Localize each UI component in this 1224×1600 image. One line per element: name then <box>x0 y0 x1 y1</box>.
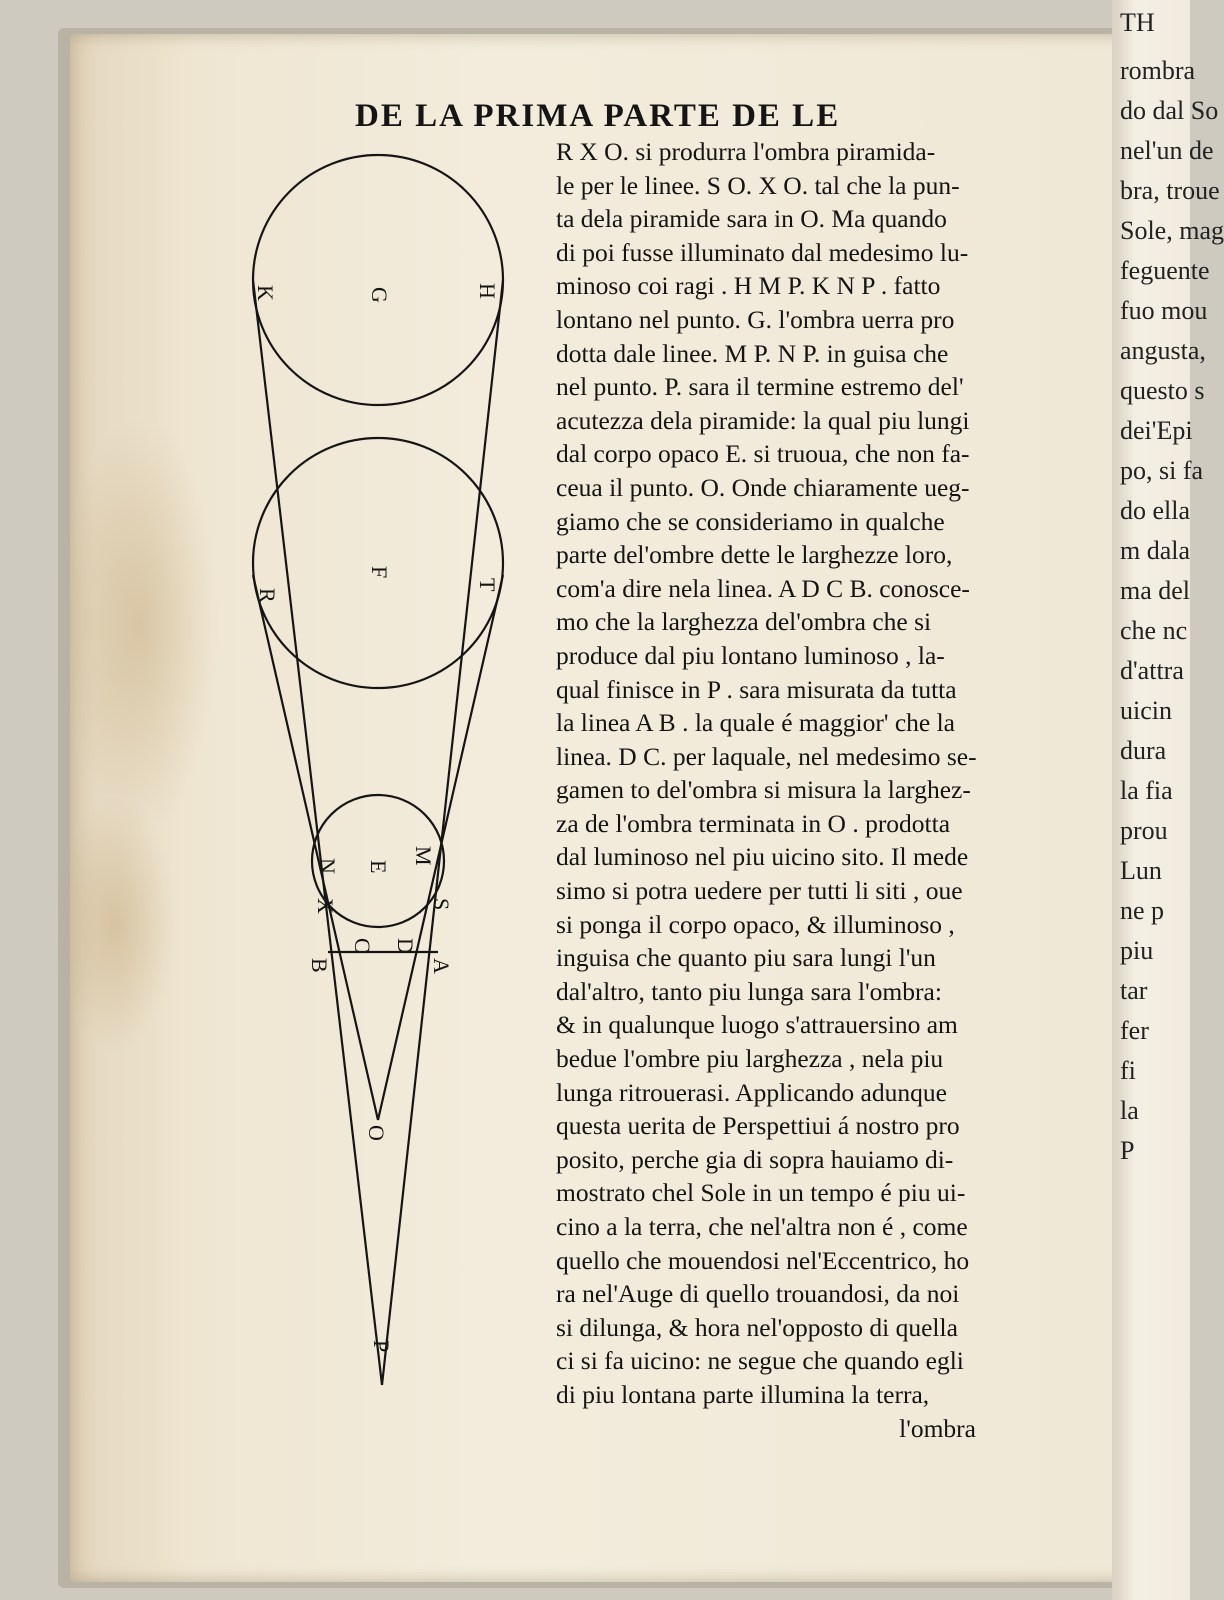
label-R: R <box>255 588 280 603</box>
text-line: ta dela piramide sara in O. Ma quando <box>556 204 947 234</box>
facing-page-line: P <box>1120 1136 1135 1165</box>
facing-page-line: tar <box>1120 976 1148 1005</box>
text-line: mostrato chel Sole in un tempo é piu ui- <box>556 1178 966 1208</box>
text-line: lontano nel punto. G. l'ombra uerra pro <box>556 304 955 334</box>
facing-page-line: Sole, mag <box>1120 216 1224 245</box>
catchword: l'ombra <box>899 1413 976 1443</box>
label-E: E <box>366 860 391 874</box>
text-line: questa uerita de Perspettiui á nostro pro <box>556 1111 960 1141</box>
facing-page-line: angusta, <box>1120 336 1206 365</box>
text-line: parte del'ombre dette le larghezze loro, <box>556 540 953 570</box>
text-line: lunga ritrouerasi. Applicando adunque <box>556 1077 947 1107</box>
text-line: posito, perche gia di sopra hauiamo di- <box>556 1144 954 1174</box>
text-line: za de l'ombra terminata in O . prodotta <box>556 808 951 838</box>
facing-page-line: m dala <box>1120 536 1191 565</box>
text-line: gamen to del'ombra si misura la larghez- <box>556 775 971 805</box>
text-line: com'a dire nela linea. A D C B. conosce- <box>556 573 970 603</box>
running-header: DE LA PRIMA PARTE DE LE <box>355 98 841 134</box>
facing-page-line: questo s <box>1120 376 1205 405</box>
label-K: K <box>253 285 278 301</box>
text-line: dal corpo opaco E. si truoua, che non fa- <box>556 439 970 469</box>
label-D: D <box>393 938 418 954</box>
facing-page-line: fi <box>1120 1056 1136 1085</box>
text-line: bedue l'ombre piu larghezza , nela piu <box>556 1044 944 1074</box>
text-line: dal luminoso nel piu uicino sito. Il mede <box>556 842 969 872</box>
facing-page-line: ma del <box>1120 576 1191 605</box>
facing-page-line: dei'Epi <box>1120 416 1193 445</box>
facing-page-line: feguente <box>1120 256 1210 285</box>
label-G: G <box>367 287 392 303</box>
label-F: F <box>367 566 392 579</box>
text-line: si ponga il corpo opaco, & illuminoso , <box>556 909 955 939</box>
label-N: N <box>315 858 340 874</box>
facing-page-line: uicin <box>1120 696 1172 725</box>
facing-page-line: do ella <box>1120 496 1191 525</box>
facing-page-line: prou <box>1120 816 1168 845</box>
text-line: simo si potra uedere per tutti li siti , oue <box>556 876 963 906</box>
facing-page-edge <box>1112 0 1224 1600</box>
facing-page-line: fer <box>1120 1016 1149 1045</box>
text-line: mo che la larghezza del'ombra che si <box>556 607 932 637</box>
facing-page-line: po, si fa <box>1120 456 1204 485</box>
label-X: X <box>313 898 338 914</box>
label-H: H <box>475 283 500 299</box>
label-C: C <box>350 938 375 953</box>
text-line: di poi fusse illuminato dal medesimo lu- <box>556 237 969 267</box>
text-line: linea. D C. per laquale, nel medesimo se- <box>556 741 977 771</box>
text-line: minoso coi ragi . H M P. K N P . fatto <box>556 271 941 301</box>
text-line: R X O. si produrra l'ombra piramida- <box>556 137 936 166</box>
label-O: O <box>364 1125 389 1141</box>
text-line: dal'altro, tanto piu lunga sara l'ombra: <box>556 976 942 1006</box>
facing-page-line: do dal So <box>1120 96 1219 125</box>
facing-page-line: piu <box>1120 936 1154 965</box>
label-T: T <box>475 578 500 592</box>
text-line: quello che mouendosi nel'Eccentrico, ho <box>556 1245 970 1275</box>
text-line: ci si fa uicino: ne segue che quando egli <box>556 1346 964 1376</box>
facing-page-line: d'attra <box>1120 656 1184 685</box>
facing-page-line: fuo mou <box>1120 296 1208 325</box>
text-line: nel punto. P. sara il termine estremo del' <box>556 372 964 402</box>
text-line: la linea A B . la quale é maggior' che la <box>556 708 955 738</box>
body-text <box>556 135 1036 1445</box>
text-line: le per le linee. S O. X O. tal che la pun- <box>556 170 960 200</box>
label-M: M <box>411 846 436 866</box>
text-line: qual finisce in P . sara misurata da tutta <box>556 674 957 704</box>
facing-page-line: nel'un de <box>1120 136 1214 165</box>
facing-page-line: ne p <box>1120 896 1165 925</box>
text-line: ra nel'Auge di quello trouandosi, da noi <box>556 1279 960 1309</box>
text-line: cino a la terra, che nel'altra non é , come <box>556 1212 968 1241</box>
facing-page-line: la fia <box>1120 776 1173 805</box>
text-line: inguisa che quanto piu sara lungi l'un <box>556 943 936 973</box>
text-line: di piu lontana parte illumina la terra, <box>556 1379 930 1409</box>
text-line: giamo che se consideriamo in qualche <box>556 506 945 536</box>
facing-page-line: rombra <box>1120 56 1196 85</box>
label-S: S <box>429 898 454 911</box>
text-line: dotta dale linee. M P. N P. in guisa che <box>556 338 949 368</box>
facing-page-line: bra, troue <box>1120 176 1220 205</box>
facing-page-line: Lun <box>1120 856 1162 885</box>
facing-page-line: la <box>1120 1096 1139 1125</box>
text-line: acutezza dela piramide: la qual piu lungi <box>556 405 970 435</box>
facing-page-line: TH <box>1120 8 1155 37</box>
text-line: ceua il punto. O. Onde chiaramente ueg- <box>556 472 970 502</box>
facing-page-line: dura <box>1120 736 1167 765</box>
text-line: si dilunga, & hora nel'opposto di quella <box>556 1312 958 1342</box>
label-B: B <box>307 958 332 973</box>
text-line: produce dal piu lontano luminoso , la- <box>556 640 945 670</box>
label-A: A <box>429 958 454 974</box>
label-P: P <box>369 1340 394 1353</box>
facing-page-line: che nc <box>1120 616 1188 645</box>
text-line: & in qualunque luogo s'attrauersino am <box>556 1010 958 1040</box>
